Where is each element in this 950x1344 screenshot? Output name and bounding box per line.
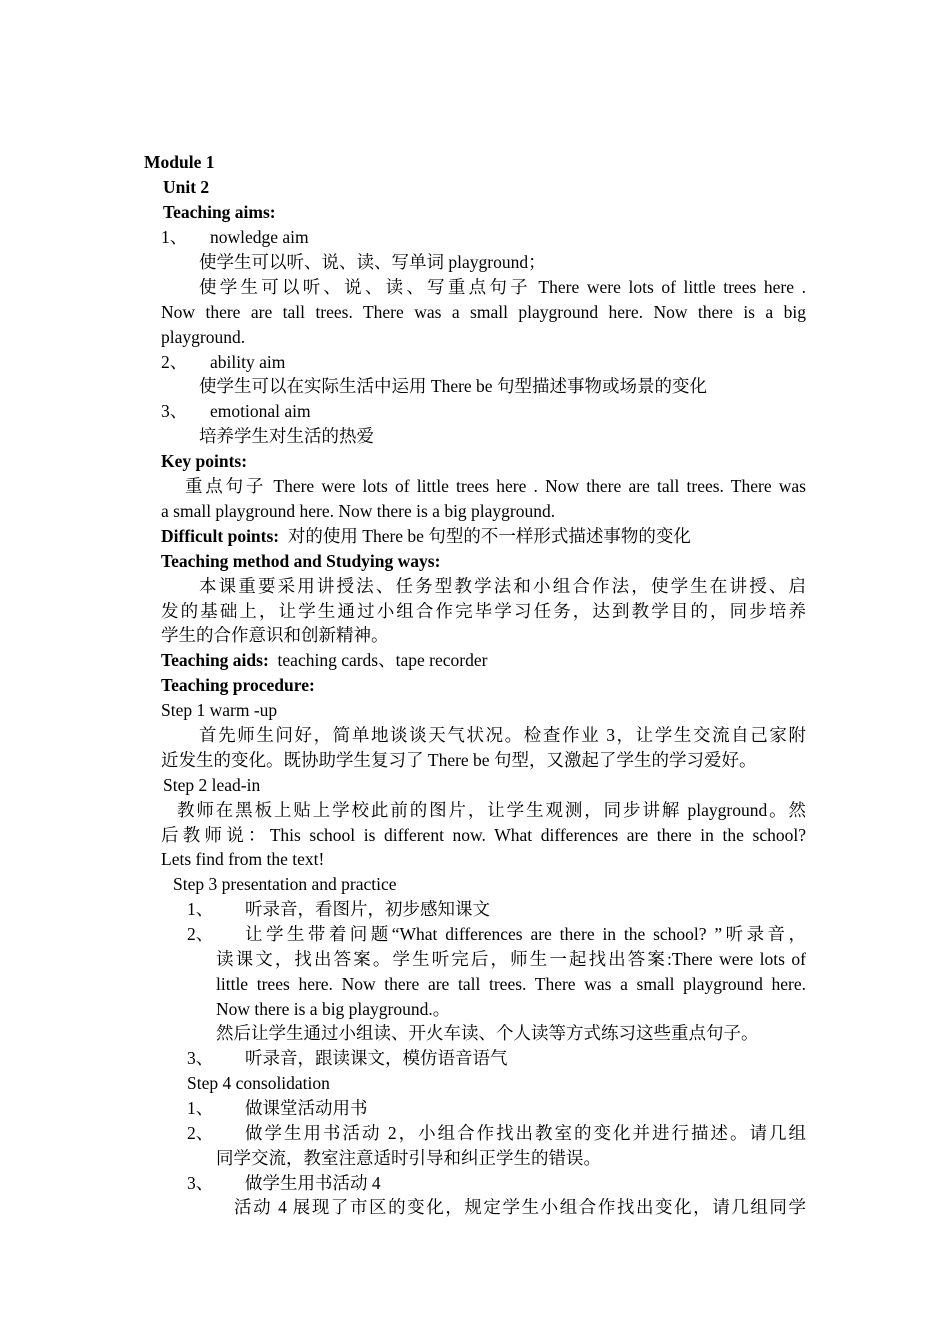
- difficult-points-heading: Difficult points:: [161, 526, 280, 546]
- aim-3-number: 3、: [161, 401, 188, 421]
- unit-title: Unit 2: [163, 177, 210, 197]
- teaching-aims-heading: Teaching aims:: [163, 202, 276, 222]
- step-3-item-2-text: Now there is a big playground.。: [216, 999, 451, 1019]
- step-2-line: 后教师说：This school is different now. What differences are there in the school?: [161, 825, 806, 845]
- method-line: 发的基础上，让学生通过小组合作完毕学习任务，达到教学目的，同步培养: [161, 601, 806, 621]
- teaching-aids-heading: Teaching aids:: [161, 650, 269, 670]
- procedure-heading: Teaching procedure:: [161, 675, 315, 695]
- step-3-item-1-number: 1、: [187, 899, 214, 919]
- step-4-item-3-number: 3、: [187, 1173, 214, 1193]
- step-4-item-3-text: 活动 4 展现了市区的变化，规定学生小组合作找出变化，请几组同学: [234, 1197, 806, 1217]
- key-points-heading: Key points:: [161, 451, 248, 471]
- step-1-line: 近发生的变化。既协助学生复习了 There be 句型，又激起了学生的学习爱好。: [161, 750, 757, 770]
- step-4-item-1-text: 做课堂活动用书: [245, 1098, 368, 1118]
- step-3-item-2-text: 读课文，找出答案。学生听完后，师生一起找出答案:There were lots of: [216, 949, 806, 969]
- method-heading: Teaching method and Studying ways:: [161, 551, 441, 571]
- aim-1-line: playground.: [161, 327, 246, 347]
- step-4-item-3-text: 做学生用书活动 4: [245, 1173, 381, 1193]
- step-4-item-2-text: 同学交流，教室注意适时引导和纠正学生的错误。: [216, 1148, 601, 1168]
- aim-1-number: 1、: [161, 227, 188, 247]
- step-1-line: 首先师生问好，简单地谈谈天气状况。检查作业 3，让学生交流自己家附: [199, 725, 806, 745]
- aim-1-line: 使学生可以听、说、读、写单词 playground；: [199, 252, 546, 272]
- aim-1-line: 使学生可以听、说、读、写重点句子 There were lots of little trees here .: [199, 277, 806, 297]
- step-3-item-2-number: 2、: [187, 924, 214, 944]
- step-4-item-2-number: 2、: [187, 1123, 214, 1143]
- step-3-item-1-text: 听录音，看图片，初步感知课文: [245, 899, 490, 919]
- aim-3-title: emotional aim: [210, 401, 311, 421]
- module-title: Module 1: [144, 152, 215, 172]
- step-3-item-2-text: 然后让学生通过小组读、开火车读、个人读等方式练习这些重点句子。: [216, 1023, 759, 1043]
- method-line: 学生的合作意识和创新精神。: [161, 625, 389, 645]
- step-2-line: 教师在黑板上贴上学校此前的图片，让学生观测，同步讲解 playground。然: [177, 800, 806, 820]
- aim-1-line: Now there are tall trees. There was a small playground here. Now there is a big: [161, 302, 806, 322]
- difficult-points: [161, 524, 691, 549]
- method-line: 本课重要采用讲授法、任务型教学法和小组合作法，使学生在讲授、启: [199, 576, 806, 596]
- aim-2-number: 2、: [161, 352, 188, 372]
- step-3-title: Step 3 presentation and practice: [173, 874, 397, 894]
- step-3-item-3-text: 听录音，跟读课文，模仿语音语气: [245, 1048, 508, 1068]
- difficult-points-text: 对的使用 There be 句型的不一样形式描述事物的变化: [287, 526, 691, 546]
- aim-2-title: ability aim: [210, 352, 286, 372]
- key-points-line: a small playground here. Now there is a big playground.: [161, 501, 556, 521]
- teaching-aids-text: teaching cards、tape recorder: [277, 650, 488, 670]
- step-2-line: Lets find from the text!: [161, 849, 325, 869]
- aim-3-line: 培养学生对生活的热爱: [199, 426, 374, 446]
- step-2-title: Step 2 lead-in: [163, 775, 261, 795]
- step-4-item-1-number: 1、: [187, 1098, 214, 1118]
- aim-2-line: 使学生可以在实际生活中运用 There be 句型描述事物或场景的变化: [199, 376, 707, 396]
- step-3-item-2-text: little trees here. Now there are tall trees. There was a small playground here.: [216, 974, 806, 994]
- step-3-item-3-number: 3、: [187, 1048, 214, 1068]
- step-3-item-2-text: 让学生带着问题“What differences are there in the school? ”听录音，: [245, 924, 806, 944]
- teaching-aids: [161, 648, 487, 673]
- step-1-title: Step 1 warm -up: [161, 700, 278, 720]
- step-4-item-2-text: 做学生用书活动 2，小组合作找出教室的变化并进行描述。请几组: [245, 1123, 806, 1143]
- aim-1-title: nowledge aim: [210, 227, 309, 247]
- step-4-title: Step 4 consolidation: [187, 1073, 330, 1093]
- key-points-line: 重点句子 There were lots of little trees here . Now there are tall trees. There was: [185, 476, 806, 496]
